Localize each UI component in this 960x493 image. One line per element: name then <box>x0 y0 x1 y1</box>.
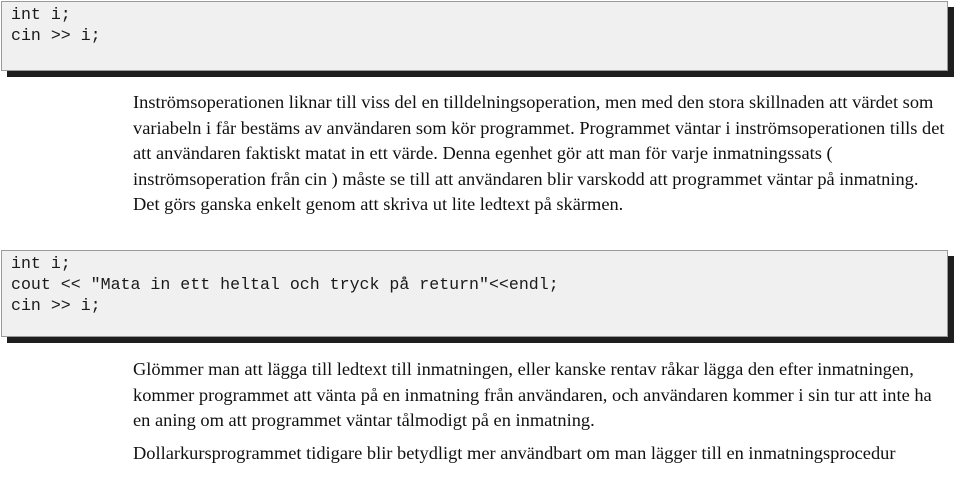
code-line: cin >> i; <box>11 26 101 45</box>
code-line: cin >> i; <box>11 296 101 315</box>
paragraph-input-explanation: Inströmsoperationen liknar till viss del en tilldelningsoperation, men med den stora skillnaden att värdet som variabeln i får bestäms av användaren som kör programmet. Programmet väntar i inströmsoperationen tills det att användaren faktiskt matat in ett värde. Denna egenhet gör att man för varje inmatningssats ( inströmsoperation från cin ) måste se till att användaren blir varskodd att programmet väntar på inmatning. Det görs ganska enkelt genom att skriva ut lite ledtext på skärmen. <box>133 92 945 214</box>
paragraph-prompt-warning: Glömmer man att lägga till ledtext till inmatningen, eller kanske rentav råkar lägga den efter inmatningen, kommer programmet att vänta på en inmatning från användaren, och användaren kommer i sin tur att inte ha en aning om att programmet väntar tålmodigt på en inmatning. <box>133 359 932 430</box>
code-block-input <box>1 1 948 71</box>
code-line: int i; <box>11 5 71 24</box>
paragraph-dollar-program: Dollarkursprogrammet tidigare blir betydligt mer användbart om man lägger till en inmatningsprocedur <box>133 443 896 463</box>
code-block-prompt-input <box>1 250 948 337</box>
code-line: cout << "Mata in ett heltal och tryck på return"<<endl; <box>11 275 559 294</box>
code-line: int i; <box>11 254 71 273</box>
